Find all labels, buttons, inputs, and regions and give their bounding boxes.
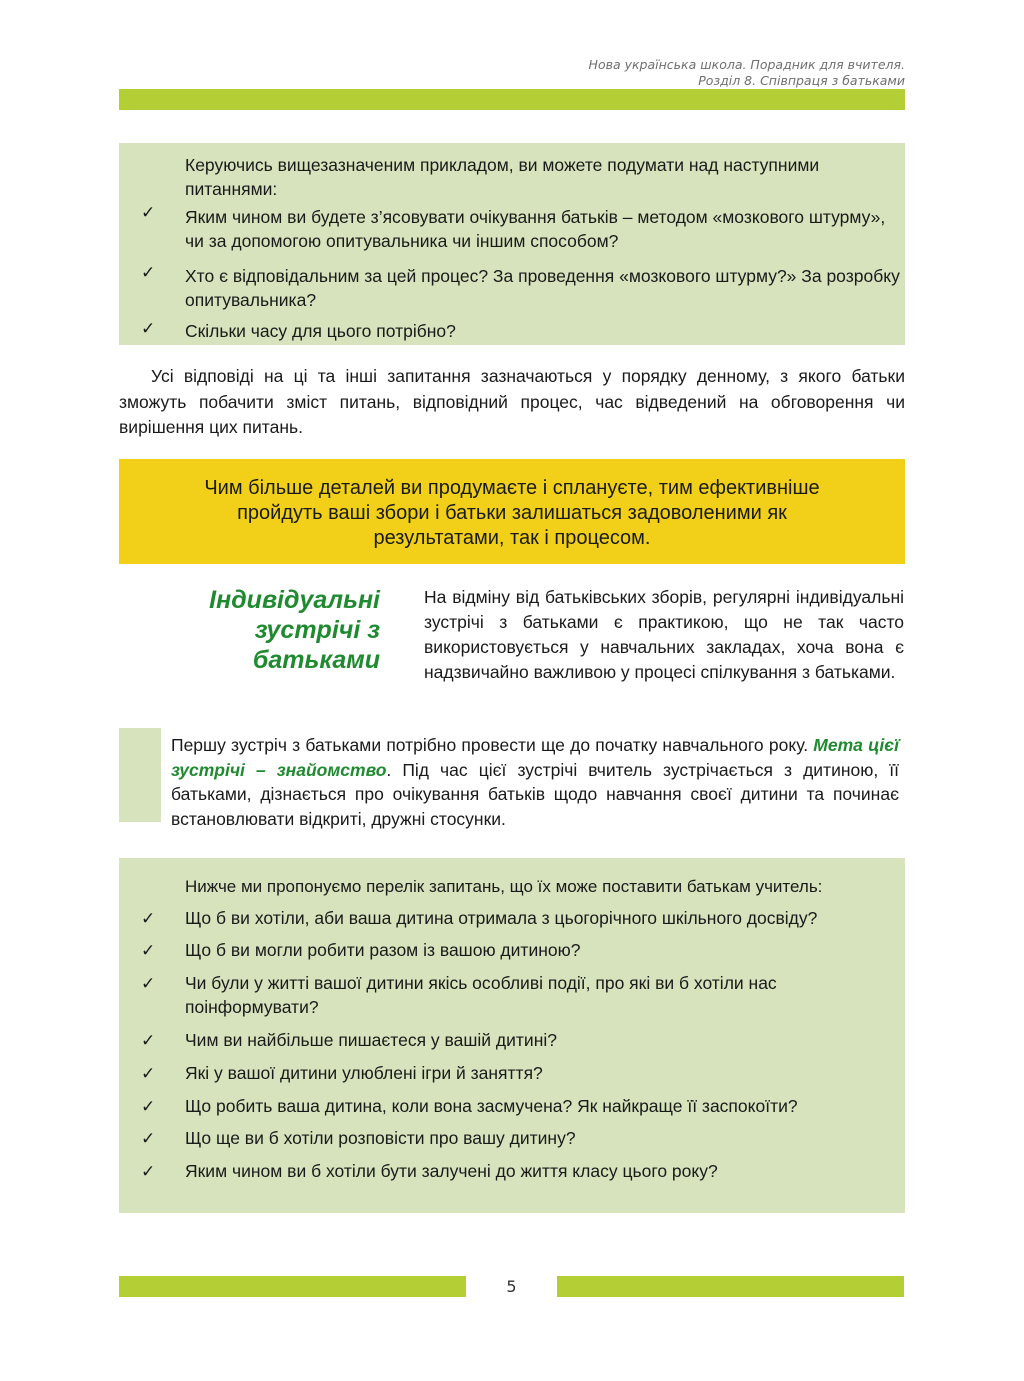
section-title-line: батьками	[252, 646, 380, 674]
header-section: Розділ 8. Співпраця з батьками	[698, 73, 905, 88]
check-icon: ✓	[141, 1097, 156, 1116]
box2-item: Що ще ви б хотіли розповісти про вашу дитину?	[185, 1128, 576, 1148]
page-number: 5	[506, 1277, 517, 1296]
footer-bar-right	[557, 1276, 904, 1297]
check-icon: ✓	[141, 1129, 156, 1148]
section-title-line: Індивідуальні	[209, 586, 380, 614]
box2-item: Чим ви найбільше пишаєтеся у вашій дитині?	[185, 1030, 557, 1050]
check-icon: ✓	[141, 1064, 156, 1083]
agenda-paragraph: Усі відповіді на ці та інші запитання зазначаються у порядку денному, з якого батьки зможуть побачити зміст питань, відповідний процес, час відведений на обговорення чи вирішення цих питань.	[119, 366, 905, 437]
check-icon: ✓	[141, 319, 156, 338]
box1-item: Хто є відповідальним за цей процес? За проведення «мозкового штурму?» За розробку опитувальника?	[185, 266, 900, 310]
footer-bar-left	[119, 1276, 466, 1297]
paragraph-marker	[119, 728, 161, 822]
questions-box-2	[119, 858, 905, 1213]
meeting-goal: Мета цієї зустрічі – знайомство	[171, 735, 899, 780]
questions-box-1	[119, 143, 905, 345]
check-icon: ✓	[141, 974, 156, 993]
check-icon: ✓	[141, 1031, 156, 1050]
check-icon: ✓	[141, 263, 156, 282]
box2-item: Яким чином ви б хотіли бути залучені до життя класу цього року?	[185, 1161, 718, 1181]
check-icon: ✓	[141, 1162, 156, 1181]
check-icon: ✓	[141, 909, 156, 928]
box1-item: Яким чином ви будете з’ясовувати очікування батьків – методом «мозкового штурму», чи за допомогою опитувальника чи іншим способом?	[185, 207, 886, 251]
section-title-line: зустрічі з	[254, 616, 380, 644]
box2-item: Що робить ваша дитина, коли вона засмучена? Як найкраще її заспокоїти?	[185, 1096, 798, 1116]
box2-item: Що б ви могли робити разом із вашою дитиною?	[185, 940, 581, 960]
box2-item: Чи були у житті вашої дитини якісь особливі події, про які ви б хотіли нас поінформувати?	[185, 973, 777, 1017]
check-icon: ✓	[141, 203, 156, 222]
highlight-box	[119, 459, 905, 564]
box2-intro: Нижче ми пропонуємо перелік запитань, що їх може поставити батькам учитель:	[185, 877, 823, 896]
first-meeting-text-end: . Під час цієї зустрічі вчитель зустрічається з дитиною, її батьками, дізнається про очікування батьків щодо навчання своєї дитини та починає встановлювати відкриті, дружні стосунки.	[171, 759, 899, 829]
section-intro-text: На відміну від батьківських зборів, регулярні індивідуальні зустрічі з батьками є практикою, що не так часто використовується у навчальних закладах, хоча вона є надзвичайно важливою у процесі спілкування з батьками.	[424, 587, 904, 682]
box2-item: Які у вашої дитини улюблені ігри й заняття?	[185, 1063, 543, 1083]
box1-intro: Керуючись вищезазначеним прикладом, ви можете подумати над наступними питаннями:	[185, 155, 820, 199]
highlight-text: Чим більше деталей ви продумаєте і сплануєте, тим ефективніше пройдуть ваші збори і батьки залишаться задоволеними як результатами, так і процесом.	[204, 477, 820, 549]
box1-item: Скільки часу для цього потрібно?	[185, 321, 456, 341]
first-meeting-paragraph	[171, 733, 899, 831]
header-title: Нова українська школа. Порадник для вчителя.	[588, 57, 905, 72]
first-meeting-text-start: Першу зустріч з батьками потрібно провести ще до початку навчального року.	[171, 735, 814, 755]
check-icon: ✓	[141, 941, 156, 960]
section-title	[150, 585, 380, 675]
header-bar	[119, 89, 905, 110]
box2-item: Що б ви хотіли, аби ваша дитина отримала з цьогорічного шкільного досвіду?	[185, 908, 818, 928]
